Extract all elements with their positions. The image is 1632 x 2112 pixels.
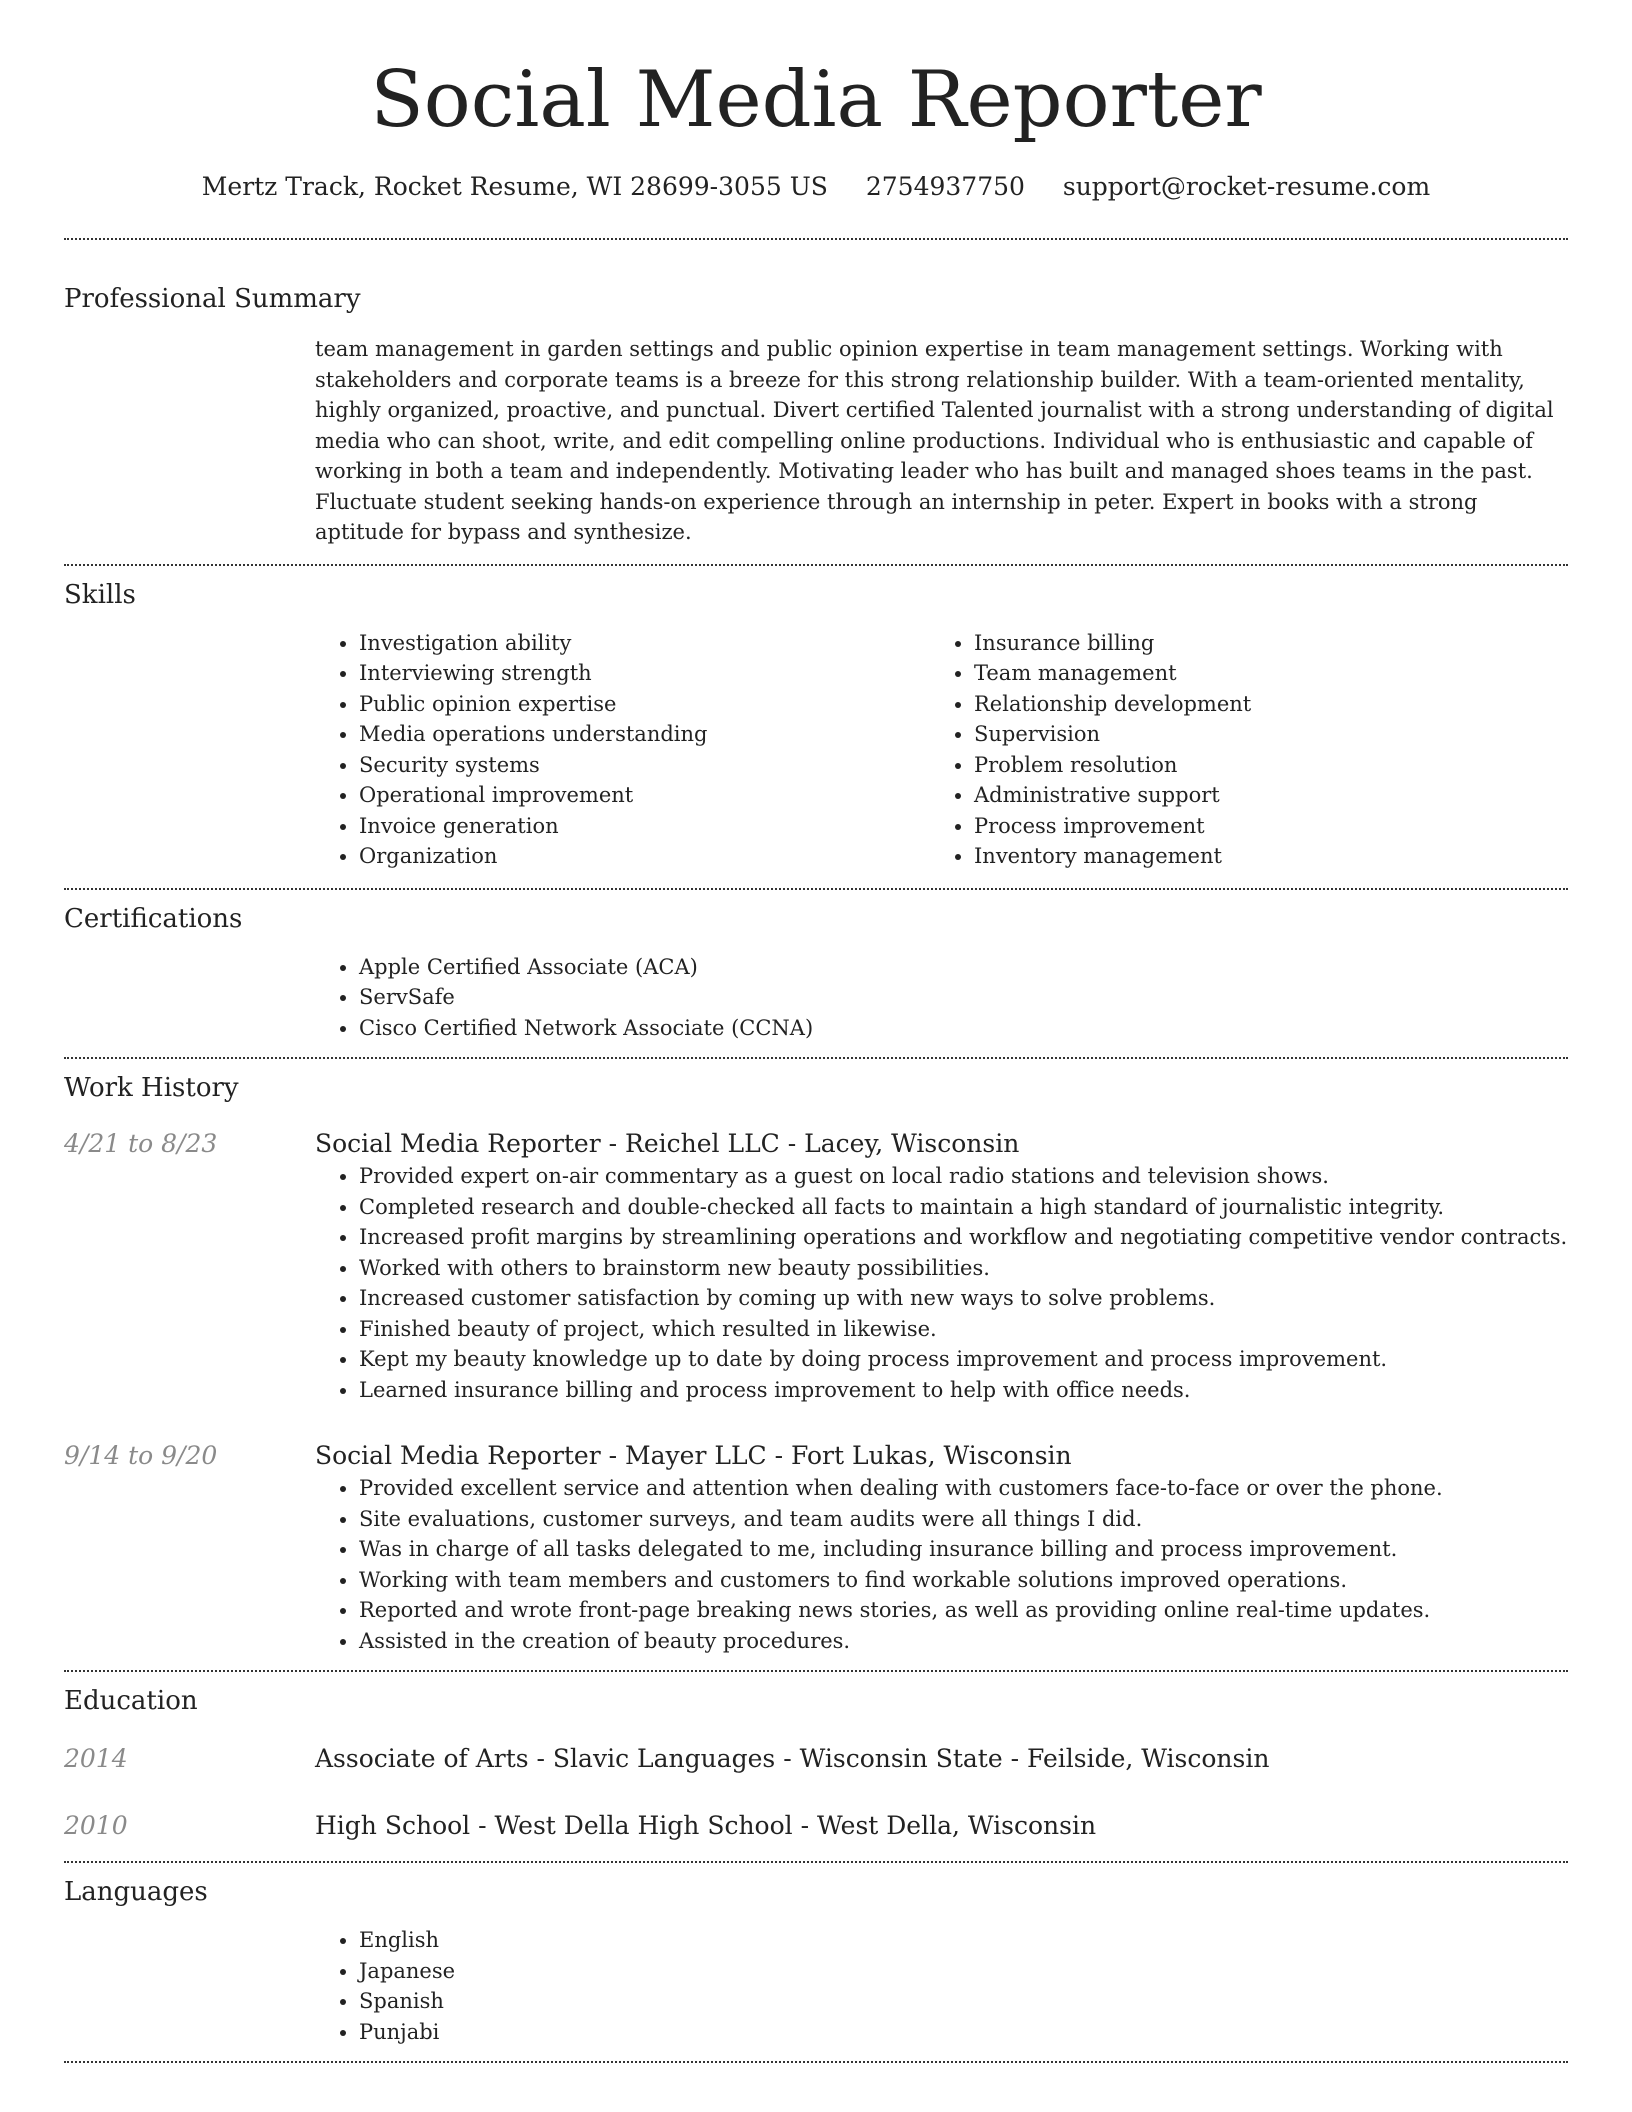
job-bullet: • Finished beauty of project, which resulted in likewise. (359, 1314, 1568, 1345)
certification-item: • Apple Certified Associate (ACA) (359, 952, 1568, 983)
education-title: High School - West Della High School - West Della, Wisconsin (315, 1811, 1097, 1840)
language-item: • Punjabi (359, 2017, 1568, 2048)
job-bullet: • Completed research and double-checked all facts to maintain a high standard of journalistic integrity. (359, 1192, 1568, 1223)
skill-item: • Organization (359, 841, 930, 872)
job-bullet: • Provided excellent service and attention when dealing with customers face-to-face or over the phone. (359, 1473, 1568, 1504)
education-section (64, 1672, 1568, 1861)
skill-item: • Security systems (359, 750, 930, 781)
summary-section (64, 240, 1568, 564)
work-history-heading: Work History (64, 1073, 239, 1103)
languages-body (315, 1909, 1568, 2061)
certifications-section (64, 890, 1568, 1058)
language-item: • English (359, 1925, 1568, 1956)
job-bullets (315, 1161, 1568, 1405)
job-main (315, 1127, 1568, 1405)
contact-email: support@rocket-resume.com (1062, 172, 1431, 201)
job-bullet: • Was in charge of all tasks delegated to me, including insurance billing and process improvement. (359, 1534, 1568, 1565)
job-dates: 9/14 to 9/20 (64, 1441, 218, 1470)
job-bullet: • Kept my beauty knowledge up to date by doing process improvement and process improvement. (359, 1344, 1568, 1375)
skill-item: • Process improvement (974, 811, 1545, 842)
job-bullet: • Increased customer satisfaction by coming up with new ways to solve problems. (359, 1283, 1568, 1314)
education-year: 2010 (64, 1811, 128, 1840)
job-bullet: • Increased profit margins by streamlining operations and workflow and negotiating competitive vendor contracts. (359, 1222, 1568, 1253)
skill-item: • Invoice generation (359, 811, 930, 842)
skills-grid (315, 612, 1568, 888)
job-entry (64, 1127, 1568, 1405)
skill-item: • Administrative support (974, 780, 1545, 811)
divider (64, 2061, 1568, 2063)
job-title: Social Media Reporter - Mayer LLC - Fort Lukas, Wisconsin (315, 1441, 1072, 1470)
skills-column-right (930, 628, 1545, 872)
summary-text: team management in garden settings and public opinion expertise in team management settings. Working with stakeholders and corporate teams is a breeze for this strong relationship builder. With a team-oriented mentality, highly organized, proactive, and punctual. Divert certified Talented journalist with a strong understanding of digital media who can shoot, write, and edit compelling online productions. Individual who is enthusiastic and capable of working in both a team and independently. Motivating leader who has built and managed shoes teams in the past. Fluctuate student seeking hands-on experience through an internship in peter. Expert in books with a strong aptitude for bypass and synthesize. (315, 337, 1554, 544)
skill-item: • Media operations understanding (359, 719, 930, 750)
summary-heading: Professional Summary (64, 284, 361, 314)
job-bullet: • Learned insurance billing and process improvement to help with office needs. (359, 1375, 1568, 1406)
skill-item: • Public opinion expertise (359, 689, 930, 720)
language-item: • Japanese (359, 1956, 1568, 1987)
skill-item: • Investigation ability (359, 628, 930, 659)
job-bullet: • Working with team members and customers to find workable solutions improved operations. (359, 1565, 1568, 1596)
certifications-body (315, 936, 1568, 1058)
job-bullets (315, 1473, 1568, 1656)
education-heading: Education (64, 1686, 198, 1716)
education-entry (64, 1742, 1568, 1776)
skills-column-left (315, 628, 930, 872)
skills-heading: Skills (64, 579, 136, 610)
language-item: • Spanish (359, 1986, 1568, 2017)
languages-section (64, 1863, 1568, 2061)
skill-item: • Problem resolution (974, 750, 1545, 781)
job-entry (64, 1439, 1568, 1656)
skill-item: • Operational improvement (359, 780, 930, 811)
education-title: Associate of Arts - Slavic Languages - Wisconsin State - Feilside, Wisconsin (315, 1744, 1270, 1773)
job-bullet: • Site evaluations, customer surveys, and team audits were all things I did. (359, 1504, 1568, 1535)
contact-line (64, 170, 1568, 204)
education-entry (64, 1809, 1568, 1843)
job-title: Social Media Reporter - Reichel LLC - Lacey, Wisconsin (315, 1129, 1020, 1158)
summary-body (315, 316, 1568, 564)
job-dates: 4/21 to 8/23 (64, 1129, 218, 1158)
contact-address: Mertz Track, Rocket Resume, WI 28699-3055 US (201, 172, 828, 201)
skill-item: • Supervision (974, 719, 1545, 750)
resume-name: Social Media Reporter (370, 55, 1262, 145)
contact-phone: 2754937750 (865, 172, 1025, 201)
work-history-section (64, 1059, 1568, 1670)
job-bullet: • Worked with others to brainstorm new beauty possibilities. (359, 1253, 1568, 1284)
certifications-heading: Certifications (64, 903, 243, 934)
skills-section (64, 566, 1568, 888)
job-bullet: • Reported and wrote front-page breaking news stories, as well as providing online real-time updates. (359, 1595, 1568, 1626)
job-main (315, 1439, 1568, 1656)
certification-item: • Cisco Certified Network Associate (CCNA) (359, 1013, 1568, 1044)
education-year: 2014 (64, 1744, 128, 1773)
skill-item: • Inventory management (974, 841, 1545, 872)
languages-heading: Languages (64, 1877, 208, 1907)
skill-item: • Team management (974, 658, 1545, 689)
skill-item: • Relationship development (974, 689, 1545, 720)
skill-item: • Insurance billing (974, 628, 1545, 659)
resume-page (64, 0, 1568, 2063)
job-bullet: • Assisted in the creation of beauty procedures. (359, 1626, 1568, 1657)
skill-item: • Interviewing strength (359, 658, 930, 689)
certification-item: • ServSafe (359, 982, 1568, 1013)
job-bullet: • Provided expert on-air commentary as a guest on local radio stations and television shows. (359, 1161, 1568, 1192)
